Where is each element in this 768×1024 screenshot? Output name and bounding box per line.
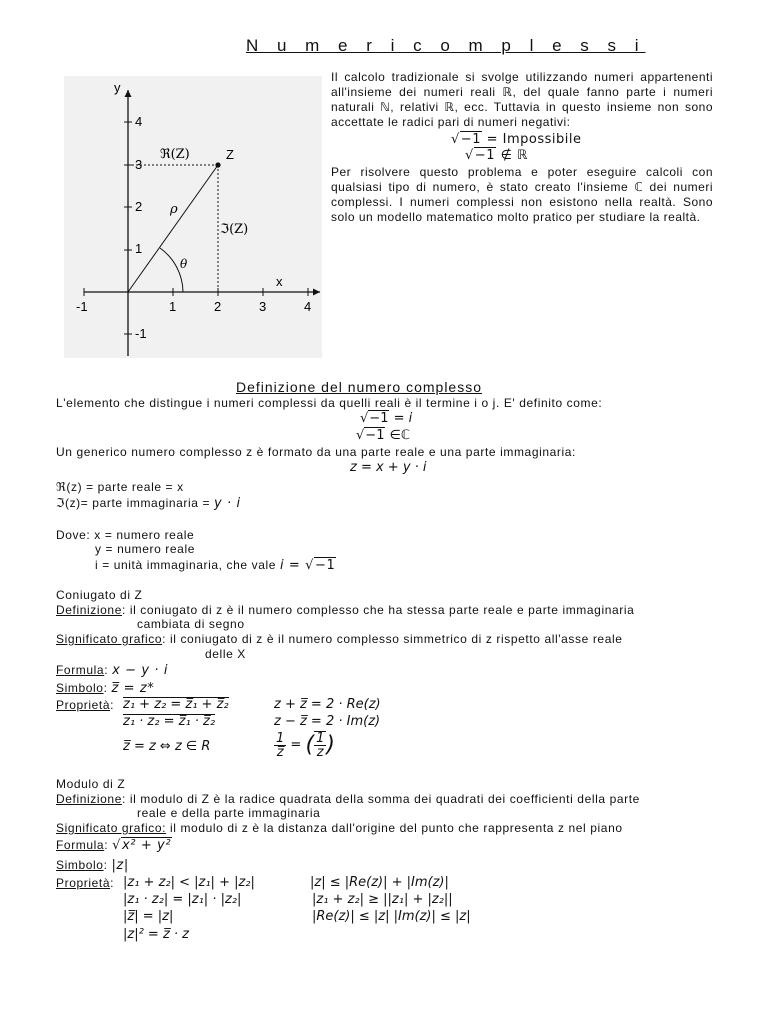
definition-label: Definizione <box>56 792 122 806</box>
modulo-simbolo: Simbolo: |z| <box>56 858 129 873</box>
prop-expression: z₁ · z₂ = z̅₁ · z̅₂ <box>123 714 216 729</box>
radicand: −1 <box>315 558 336 573</box>
rho-label: ρ <box>170 202 178 217</box>
imag-part-math: y · i <box>214 496 241 511</box>
definition-equation-3: z = x + y · i <box>350 460 427 475</box>
coniugato-significato-cont: delle X <box>205 647 246 661</box>
equation-rest: = i <box>389 411 413 426</box>
modulo-formula: Formula: √x² + y² <box>56 838 172 853</box>
dove-line-2: y = numero reale <box>95 542 195 556</box>
modulo-proprieta-label: Proprietà: <box>56 876 115 890</box>
y-tick-label: -1 <box>135 326 147 341</box>
intro-paragraph-1: Il calcolo tradizionale si svolge utilizzando numeri appartenenti all'insieme dei numeri reali ℝ, del quale fanno parte i numeri naturali ℕ, relativi ℝ, ecc. Tuttavia in questo insieme non sono accettate le radici pari di numeri negativi: <box>331 70 713 129</box>
x-tick-label: 3 <box>259 299 267 314</box>
simbolo-label: Simbolo <box>56 681 104 695</box>
significato-label: Significato grafico <box>56 632 163 646</box>
x-tick-label: 4 <box>304 299 312 314</box>
prop-expression: z₁ + z₂ = z̅₁ + z̅₂ <box>123 697 229 712</box>
imag-part-label: ℑ(Z) <box>220 222 249 237</box>
coniugato-proprieta-label: Proprietà: <box>56 698 115 712</box>
coniugato-significato <box>56 632 623 646</box>
argand-diagram-svg <box>64 76 322 358</box>
formula-math: x² + y² <box>121 838 172 853</box>
significato-label: Significato grafico: <box>56 821 167 835</box>
coniugato-simbolo: Simbolo: z̅ = z* <box>56 681 155 696</box>
theta-label: θ <box>180 257 188 271</box>
modulo-prop-2-left: |z₁ · z₂| = |z₁| · |z₂| <box>123 892 242 907</box>
equals: = <box>290 737 302 753</box>
modulo-prop-4-left: |z|² = z̅ · z <box>123 927 189 942</box>
modulo-prop-3-left: |z̅| = |z| <box>123 909 174 924</box>
coniugato-definition <box>56 603 634 617</box>
fraction <box>274 732 286 759</box>
section-heading-coniugato: Coniugato di Z <box>56 588 143 602</box>
modulo-prop-3-right: |Re(z)| ≤ |z| |Im(z)| ≤ |z| <box>312 909 471 924</box>
definition-label: Definizione <box>56 603 122 617</box>
page-title: N u m e r i c o m p l e s s i <box>246 36 646 55</box>
y-tick-label: 3 <box>135 157 143 172</box>
formula-math: x − y · i <box>112 663 169 678</box>
modulo-prop-2-right: |z₁ + z₂| ≥ ||z₁| + |z₂|| <box>312 892 453 907</box>
coniugato-prop-2-left <box>123 714 215 729</box>
modulo-definition-cont: reale e della parte immaginaria <box>137 806 321 820</box>
dove-line-3: i = unità immaginaria, che vale i = √−1 <box>95 558 336 573</box>
equation-rest: ∈ℂ <box>385 428 411 443</box>
proprieta-label: Proprietà <box>56 698 111 712</box>
numerator: 1 <box>316 731 325 746</box>
y-tick-label: 1 <box>135 241 143 256</box>
dove-line-3-text: i = unità immaginaria, che vale <box>95 558 280 572</box>
modulo-definition <box>56 792 640 806</box>
modulo-prop-1-right: |z| ≤ |Re(z)| + |Im(z)| <box>310 875 449 890</box>
intro-text <box>331 70 713 225</box>
section-heading-definizione: Definizione del numero complesso <box>236 379 482 395</box>
coniugato-formula: Formula: x − y · i <box>56 663 169 678</box>
section-heading-modulo: Modulo di Z <box>56 777 126 791</box>
dove-line-3-math: i = <box>279 558 306 573</box>
intro-paragraph-2: Per risolvere questo problema e poter eseguire calcoli con qualsiasi tipo di numero, è stato creato l'insieme ℂ dei numeri complessi. I numeri complessi non esistono nella realtà. Sono solo un modello matematico molto pratico per studiare la realtà. <box>331 165 713 224</box>
equation-rest: = Impossibile <box>481 132 582 147</box>
x-tick-label: -1 <box>76 299 88 314</box>
dove-line-1: Dove: x = numero reale <box>56 528 195 542</box>
significato-text: : il coniugato di z è il numero complesso simmetrico di z rispetto all'asse reale <box>162 632 623 646</box>
numerator: 1 <box>276 730 285 746</box>
intro-equation-2: √−1 ∉ ℝ <box>465 148 528 163</box>
modulo-significato <box>56 821 623 835</box>
imag-part-text: ℑ(z)= parte immaginaria = <box>56 496 215 510</box>
radicand: −1 <box>365 428 385 443</box>
point-z <box>215 162 220 167</box>
coniugato-prop-3-right: $\frac{1}{z̅}$ = ( $\frac{1}{z}$ ) <box>276 730 335 760</box>
denominator: z <box>316 745 324 760</box>
x-tick-label: 2 <box>214 299 222 314</box>
definition-text: : il modulo di Z è la radice quadrata della somma dei quadrati dei coefficienti della parte <box>121 792 640 806</box>
definition-line-2: Un generico numero complesso z è formato da una parte reale e una parte immaginaria: <box>56 445 576 459</box>
definition-equation-1: √−1 = i <box>360 411 413 426</box>
real-part-label: ℜ(Z) <box>160 147 190 162</box>
definition-text: : il coniugato di z è il numero complesso che ha stessa parte reale e parte immaginaria <box>121 603 635 617</box>
real-part-line: ℜ(z) = parte reale = x <box>56 480 184 494</box>
formula-label: Formula <box>56 663 105 677</box>
imag-part-line <box>56 496 241 511</box>
x-axis-label: x <box>276 274 283 289</box>
coniugato-prop-1-left <box>123 697 229 712</box>
coniugato-definition-cont: cambiata di segno <box>137 617 245 631</box>
x-tick-label: 1 <box>169 299 177 314</box>
formula-label: Formula <box>56 838 105 852</box>
definition-equation-2: √−1 ∈ℂ <box>356 428 411 443</box>
y-tick-label: 4 <box>135 114 143 129</box>
intro-equation-1: √−1 = Impossibile <box>451 132 582 147</box>
coniugato-prop-2-right: z − z̅ = 2 · Im(z) <box>274 714 381 729</box>
definition-line-1: L'elemento che distingue i numeri complessi da quelli reali è il termine i o j. E' definito come: <box>56 396 603 410</box>
radicand: −1 <box>369 411 389 426</box>
radicand: −1 <box>474 148 495 163</box>
simbolo-label: Simbolo <box>56 858 104 872</box>
denominator: z̅ <box>276 744 284 760</box>
fraction-conjugated <box>314 731 326 759</box>
equation-rest: ∉ ℝ <box>495 148 528 163</box>
simbolo-math: z̅ = z* <box>111 681 155 696</box>
coniugato-prop-1-right: z + z̅ = 2 · Re(z) <box>274 697 381 712</box>
significato-text: il modulo di z è la distanza dall'origine del punto che rappresenta z nel piano <box>166 821 623 835</box>
radicand: −1 <box>460 132 481 147</box>
argand-diagram <box>64 76 322 358</box>
coniugato-prop-3-left: z̅ = z ⇔ z ∈ R <box>123 739 211 754</box>
modulo-prop-1-left: |z₁ + z₂| < |z₁| + |z₂| <box>123 875 255 890</box>
point-z-label: Z <box>226 147 234 162</box>
proprieta-label: Proprietà <box>56 876 111 890</box>
y-tick-label: 2 <box>135 199 143 214</box>
diagram-background <box>64 76 322 358</box>
simbolo-math: |z| <box>111 858 129 873</box>
y-axis-label: y <box>114 80 121 95</box>
